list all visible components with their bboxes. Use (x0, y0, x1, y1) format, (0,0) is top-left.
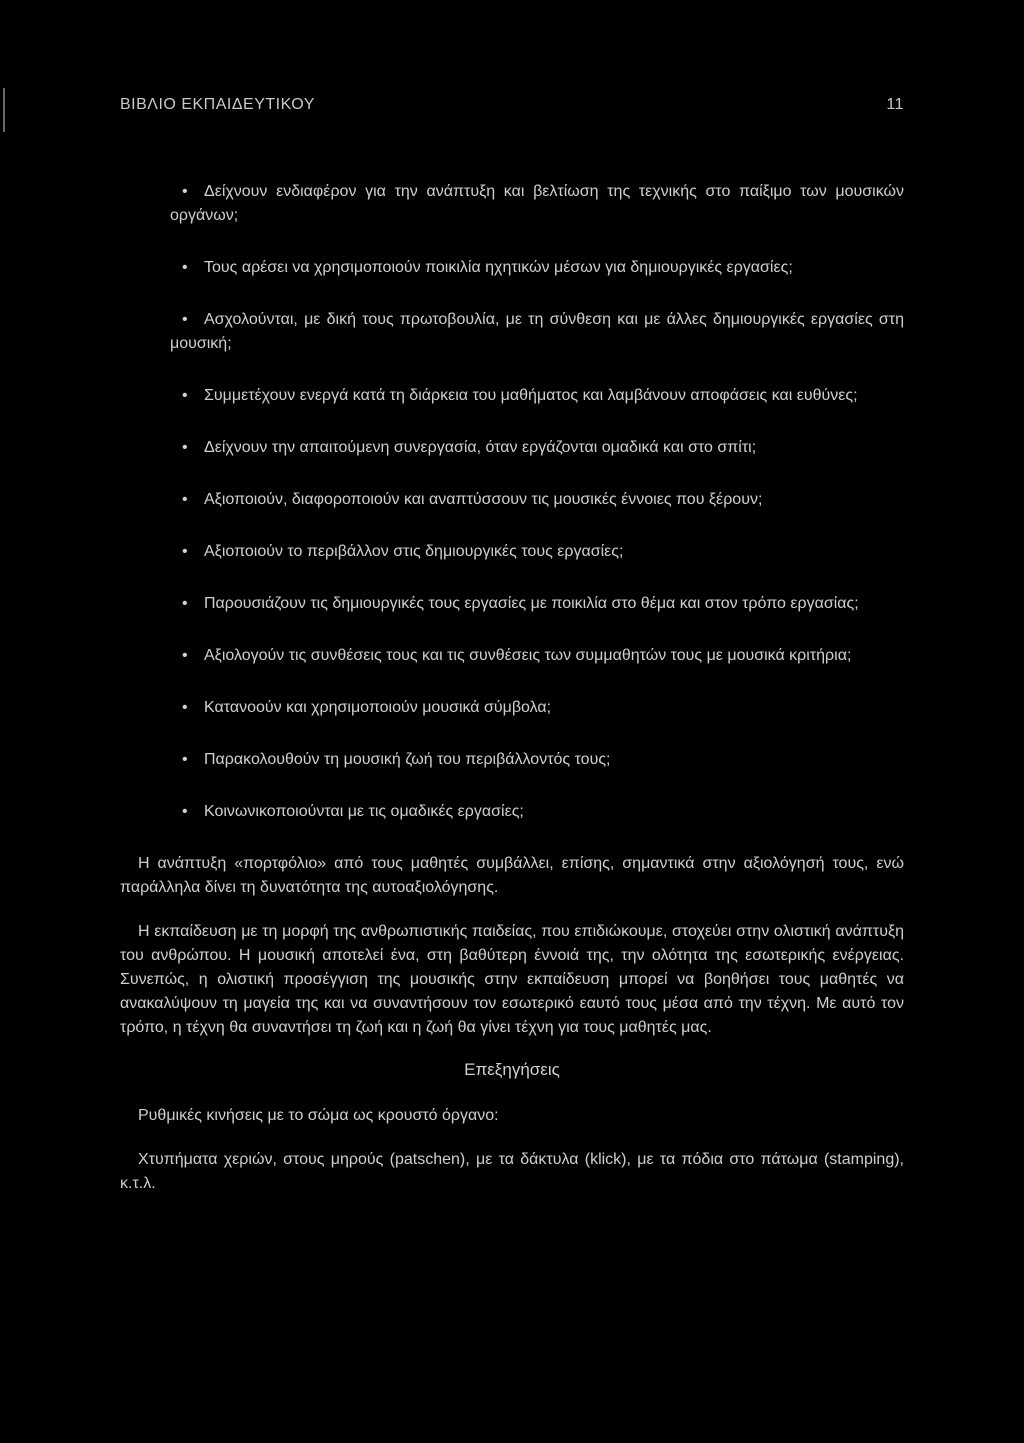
list-item (120, 696, 904, 720)
section-title: Επεξηγήσεις (464, 1060, 560, 1079)
list-item (120, 800, 904, 824)
list-item-text: • Δείχνουν την απαιτούμενη συνεργασία, όταν εργάζονται ομαδικά και στο σπίτι; (204, 439, 757, 456)
list-item (120, 540, 904, 564)
running-title: ΒΙΒΛΙΟ ΕΚΠΑΙΔΕΥΤΙΚΟΥ (120, 96, 315, 113)
page-number: 11 (886, 96, 904, 113)
list-item (120, 592, 904, 616)
list-item-text: • Παρουσιάζουν τις δημιουργικές τους εργασίες με ποικιλία στο θέμα και στον τρόπο εργασίας; (204, 595, 859, 612)
list-item (120, 180, 904, 228)
list-item-text: • Αξιοποιούν το περιβάλλον στις δημιουργικές τους εργασίες; (204, 543, 624, 560)
list-item-text: • Κοινωνικοποιούνται με τις ομαδικές εργασίες; (204, 803, 524, 820)
list-item-text: • Δείχνουν ενδιαφέρον για την ανάπτυξη και βελτίωση της τεχνικής στο παίξιμο των μουσικών οργάνων; (170, 183, 904, 224)
list-item (120, 256, 904, 280)
list-item-text: • Κατανοούν και χρησιμοποιούν μουσικά σύμβολα; (204, 699, 552, 716)
portfolio-paragraph: Η ανάπτυξη «πορτφόλιο» από τους μαθητές συμβάλλει, επίσης, σημαντικά στην αξιολόγησή τους, ενώ παράλληλα δίνει τη δυνατότητα της αυτοαξιολόγησης. (120, 855, 904, 896)
page-edge-mark (3, 88, 5, 132)
list-item-text: • Αξιολογούν τις συνθέσεις τους και τις συνθέσεις των συμμαθητών τους με μουσικά κριτήρια; (204, 647, 852, 664)
section-subheading: Ρυθμικές κινήσεις με το σώμα ως κρουστό όργανο: (138, 1107, 499, 1124)
page-content (120, 180, 904, 1216)
list-item-text: • Συμμετέχουν ενεργά κατά τη διάρκεια του μαθήματος και λαμβάνουν αποφάσεις και ευθύνες; (204, 387, 858, 404)
section-body: Χτυπήματα χεριών, στους μηρούς (patschen), με τα δάκτυλα (klick), με τα πόδια στο πάτωμα (stamping), κ.τ.λ. (120, 1151, 904, 1192)
assessment-criteria-list (120, 180, 904, 824)
list-item (120, 644, 904, 668)
list-item (120, 308, 904, 356)
list-item-text: • Παρακολουθούν τη μουσική ζωή του περιβάλλοντός τους; (204, 751, 611, 768)
list-item-text: • Αξιοποιούν, διαφοροποιούν και αναπτύσσουν τις μουσικές έννοιες που ξέρουν; (204, 491, 763, 508)
list-item (120, 436, 904, 460)
list-item (120, 384, 904, 408)
list-item (120, 748, 904, 772)
list-item-text: • Τους αρέσει να χρησιμοποιούν ποικιλία ηχητικών μέσων για δημιουργικές εργασίες; (204, 259, 793, 276)
page-header (120, 96, 904, 114)
list-item-text: • Ασχολούνται, με δική τους πρωτοβουλία, με τη σύνθεση και με άλλες δημιουργικές εργασίες στη μουσική; (170, 311, 904, 352)
list-item (120, 488, 904, 512)
holistic-education-paragraph: Η εκπαίδευση με τη μορφή της ανθρωπιστικής παιδείας, που επιδιώκουμε, στοχεύει στην ολιστική ανάπτυξη του ανθρώπου. Η μουσική αποτελεί ένα, στη βαθύτερη έννοιά της, την ολότητα της εσωτερικής ενέργειας. Συνεπώς, η ολιστική προσέγγιση της μουσικής στην εκπαίδευση μπορεί να βοηθήσει τους μαθητές να ανακαλύψουν τη μαγεία της και να συναντήσουν τον εσωτερικό εαυτό τους μέσα από την τέχνη. Με αυτό τον τρόπο, η τέχνη θα συναντήσει τη ζωή και η ζωή θα γίνει τέχνη για τους μαθητές μας. (120, 923, 904, 1036)
